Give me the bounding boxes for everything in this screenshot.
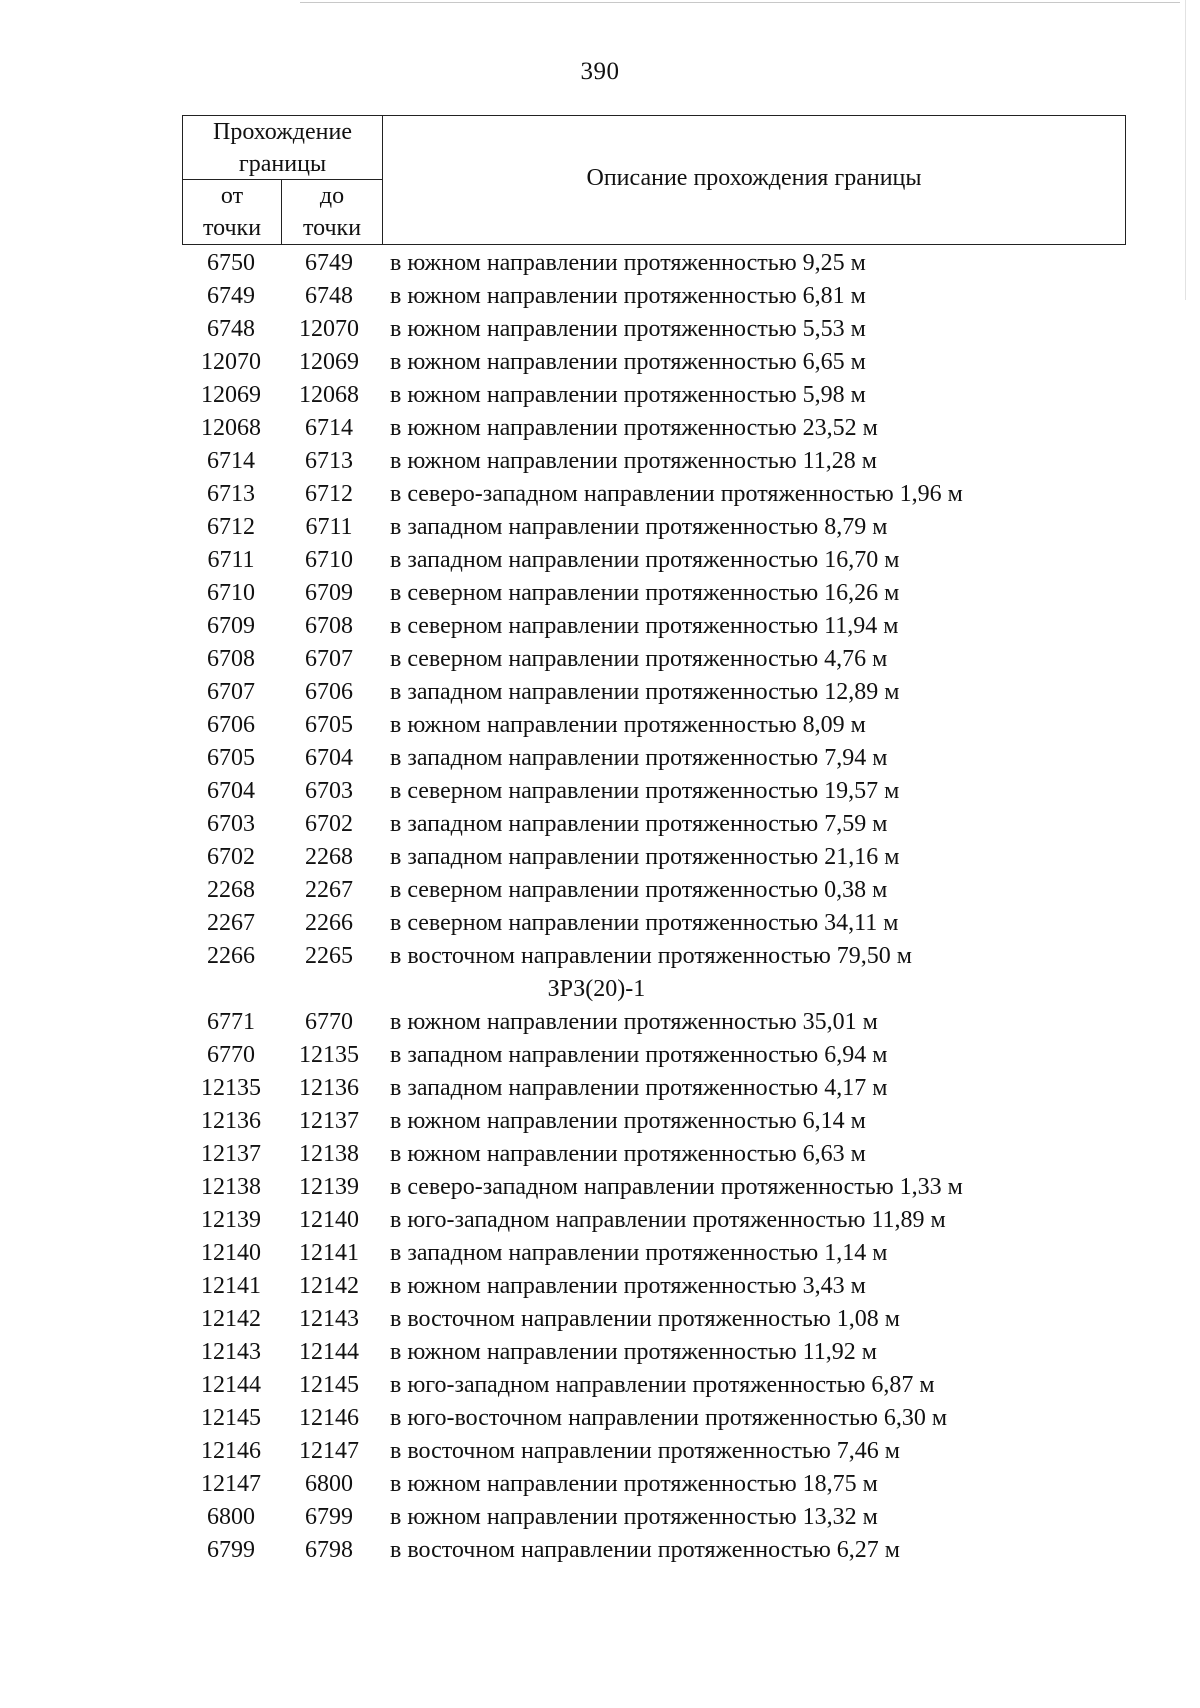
to-point: 12141 (299, 1240, 359, 1266)
from-point: 2267 (207, 910, 255, 936)
from-point: 12147 (201, 1471, 261, 1497)
boundary-description: в восточном направлении протяженностью 1,08 м (390, 1306, 900, 1332)
to-point: 2266 (305, 910, 353, 936)
boundary-description: в северо-западном направлении протяженностью 1,33 м (390, 1174, 963, 1200)
from-point: 6713 (207, 481, 255, 507)
table-row (182, 1468, 963, 1501)
to-point: 12144 (299, 1339, 359, 1365)
from-point: 6702 (207, 844, 255, 870)
boundary-description: в восточном направлении протяженностью 7,46 м (390, 1438, 900, 1464)
boundary-description: в южном направлении протяженностью 11,28 м (390, 448, 877, 474)
table-row (182, 676, 963, 709)
header-to (282, 180, 382, 244)
table-row (182, 1105, 963, 1138)
boundary-description: в западном направлении протяженностью 7,59 м (390, 811, 888, 837)
to-point: 6703 (305, 778, 353, 804)
from-point: 12141 (201, 1273, 261, 1299)
to-point: 2265 (305, 943, 353, 969)
from-point: 6770 (207, 1042, 255, 1068)
from-point: 6707 (207, 679, 255, 705)
to-point: 6710 (305, 547, 353, 573)
page-number: 390 (580, 58, 620, 85)
table-row (182, 1072, 963, 1105)
boundary-description: в северном направлении протяженностью 0,38 м (390, 877, 888, 903)
boundary-description: в юго-западном направлении протяженностью 11,89 м (390, 1207, 946, 1233)
to-point: 6709 (305, 580, 353, 606)
scan-edge (300, 2, 1180, 3)
boundary-description: в северном направлении протяженностью 4,76 м (390, 646, 888, 672)
scan-edge (1185, 0, 1186, 300)
table-row (182, 445, 963, 478)
to-point: 6713 (305, 448, 353, 474)
from-point: 6711 (207, 547, 255, 573)
table-row (182, 610, 963, 643)
boundary-description: в западном направлении протяженностью 16,70 м (390, 547, 900, 573)
boundary-description: в южном направлении протяженностью 6,63 м (390, 1141, 866, 1167)
boundary-description: в западном направлении протяженностью 8,79 м (390, 514, 888, 540)
boundary-description: в южном направлении протяженностью 11,92 м (390, 1339, 877, 1365)
to-point: 12135 (299, 1042, 359, 1068)
from-point: 12143 (201, 1339, 261, 1365)
from-point: 6710 (207, 580, 255, 606)
to-point: 6706 (305, 679, 353, 705)
table-row (182, 1171, 963, 1204)
boundary-description: в северном направлении протяженностью 19,57 м (390, 778, 900, 804)
boundary-description: в южном направлении протяженностью 3,43 м (390, 1273, 866, 1299)
to-point: 6704 (305, 745, 353, 771)
to-point: 6800 (305, 1471, 353, 1497)
to-point: 12143 (299, 1306, 359, 1332)
table-row (182, 643, 963, 676)
header-to-line2: точки (302, 215, 362, 241)
to-point: 6712 (305, 481, 353, 507)
table-row (182, 1006, 963, 1039)
table-row (182, 1435, 963, 1468)
to-point: 12147 (299, 1438, 359, 1464)
header-from (183, 180, 281, 244)
to-point: 6749 (305, 250, 353, 276)
from-point: 12135 (201, 1075, 261, 1101)
header-to-line1: до (319, 183, 345, 209)
to-point: 6798 (305, 1537, 353, 1563)
to-point: 6711 (305, 514, 353, 540)
table-row (182, 1138, 963, 1171)
from-point: 6712 (207, 514, 255, 540)
from-point: 12145 (201, 1405, 261, 1431)
header-from-line1: от (220, 183, 244, 209)
to-point: 6708 (305, 613, 353, 639)
boundary-description: в западном направлении протяженностью 6,94 м (390, 1042, 888, 1068)
table-header (182, 115, 1126, 245)
boundary-description: в северном направлении протяженностью 34,11 м (390, 910, 899, 936)
boundary-description: в северном направлении протяженностью 16,26 м (390, 580, 900, 606)
to-point: 2267 (305, 877, 353, 903)
to-point: 6707 (305, 646, 353, 672)
boundary-description: в южном направлении протяженностью 23,52 м (390, 415, 878, 441)
boundary-description: в западном направлении протяженностью 21,16 м (390, 844, 900, 870)
boundary-description: в западном направлении протяженностью 4,17 м (390, 1075, 888, 1101)
boundary-description: в южном направлении протяженностью 6,65 м (390, 349, 866, 375)
section-row (182, 973, 963, 1006)
from-point: 12137 (201, 1141, 261, 1167)
table-row (182, 412, 963, 445)
from-point: 6708 (207, 646, 255, 672)
table-row (182, 577, 963, 610)
table-row (182, 1039, 963, 1072)
from-point: 12139 (201, 1207, 261, 1233)
from-point: 6709 (207, 613, 255, 639)
from-point: 12068 (201, 415, 261, 441)
to-point: 12068 (299, 382, 359, 408)
table-row (182, 1270, 963, 1303)
to-point: 12146 (299, 1405, 359, 1431)
to-point: 12070 (299, 316, 359, 342)
boundary-description: в северном направлении протяженностью 11,94 м (390, 613, 899, 639)
to-point: 2268 (305, 844, 353, 870)
table-row (182, 940, 963, 973)
table-row (182, 544, 963, 577)
table-row (182, 709, 963, 742)
from-point: 2268 (207, 877, 255, 903)
table-row (182, 841, 963, 874)
boundary-description: в южном направлении протяженностью 6,14 м (390, 1108, 866, 1134)
boundary-description: в западном направлении протяженностью 1,14 м (390, 1240, 888, 1266)
table-row (182, 874, 963, 907)
table-row (182, 1336, 963, 1369)
from-point: 12140 (201, 1240, 261, 1266)
boundary-description: в восточном направлении протяженностью 6,27 м (390, 1537, 900, 1563)
boundary-description: в южном направлении протяженностью 5,98 м (390, 382, 866, 408)
table-row (182, 1237, 963, 1270)
from-point: 12069 (201, 382, 261, 408)
from-point: 12138 (201, 1174, 261, 1200)
boundary-description: в южном направлении протяженностью 9,25 м (390, 250, 866, 276)
from-point: 12144 (201, 1372, 261, 1398)
boundary-description: в северо-западном направлении протяженностью 1,96 м (390, 481, 963, 507)
from-point: 12136 (201, 1108, 261, 1134)
boundary-description: в восточном направлении протяженностью 79,50 м (390, 943, 912, 969)
to-point: 6714 (305, 415, 353, 441)
boundary-description: в юго-западном направлении протяженностью 6,87 м (390, 1372, 935, 1398)
boundary-description: в южном направлении протяженностью 6,81 м (390, 283, 866, 309)
table-row (182, 742, 963, 775)
table-row (182, 1369, 963, 1402)
table-row (182, 1204, 963, 1237)
boundary-description: в западном направлении протяженностью 7,94 м (390, 745, 888, 771)
to-point: 12136 (299, 1075, 359, 1101)
table-row (182, 313, 963, 346)
table-row (182, 478, 963, 511)
boundary-description: в южном направлении протяженностью 8,09 м (390, 712, 866, 738)
to-point: 12137 (299, 1108, 359, 1134)
to-point: 12139 (299, 1174, 359, 1200)
from-point: 2266 (207, 943, 255, 969)
table-row (182, 1402, 963, 1435)
boundary-description: в южном направлении протяженностью 13,32 м (390, 1504, 878, 1530)
from-point: 6714 (207, 448, 255, 474)
boundary-description: в южном направлении протяженностью 5,53 м (390, 316, 866, 342)
table-row (182, 511, 963, 544)
table-row (182, 379, 963, 412)
to-point: 12145 (299, 1372, 359, 1398)
boundary-table (182, 247, 963, 1567)
from-point: 6750 (207, 250, 255, 276)
to-point: 6799 (305, 1504, 353, 1530)
table-row (182, 1303, 963, 1336)
from-point: 12070 (201, 349, 261, 375)
table-row (182, 1534, 963, 1567)
table-row (182, 808, 963, 841)
to-point: 12138 (299, 1141, 359, 1167)
header-description: Описание прохождения границы (586, 165, 922, 191)
to-point: 6705 (305, 712, 353, 738)
to-point: 12140 (299, 1207, 359, 1233)
table-row (182, 775, 963, 808)
from-point: 6748 (207, 316, 255, 342)
from-point: 6706 (207, 712, 255, 738)
from-point: 6800 (207, 1504, 255, 1530)
header-from-line2: точки (202, 215, 262, 241)
to-point: 6702 (305, 811, 353, 837)
to-point: 12142 (299, 1273, 359, 1299)
from-point: 12146 (201, 1438, 261, 1464)
from-point: 12142 (201, 1306, 261, 1332)
table-row (182, 247, 963, 280)
to-point: 12069 (299, 349, 359, 375)
boundary-description: в южном направлении протяженностью 35,01 м (390, 1009, 878, 1035)
boundary-description: в южном направлении протяженностью 18,75 м (390, 1471, 878, 1497)
table-row (182, 907, 963, 940)
header-passage: Прохождение границы (212, 119, 352, 177)
table-row (182, 1501, 963, 1534)
boundary-description: в западном направлении протяженностью 12,89 м (390, 679, 900, 705)
from-point: 6749 (207, 283, 255, 309)
from-point: 6799 (207, 1537, 255, 1563)
from-point: 6705 (207, 745, 255, 771)
table-row (182, 280, 963, 313)
boundary-description: в юго-восточном направлении протяженностью 6,30 м (390, 1405, 948, 1431)
section-title: ЗРЗ(20)-1 (547, 976, 646, 1002)
from-point: 6704 (207, 778, 255, 804)
table-row (182, 346, 963, 379)
from-point: 6771 (207, 1009, 255, 1035)
to-point: 6748 (305, 283, 353, 309)
boundary-table-body (182, 247, 963, 1567)
to-point: 6770 (305, 1009, 353, 1035)
from-point: 6703 (207, 811, 255, 837)
